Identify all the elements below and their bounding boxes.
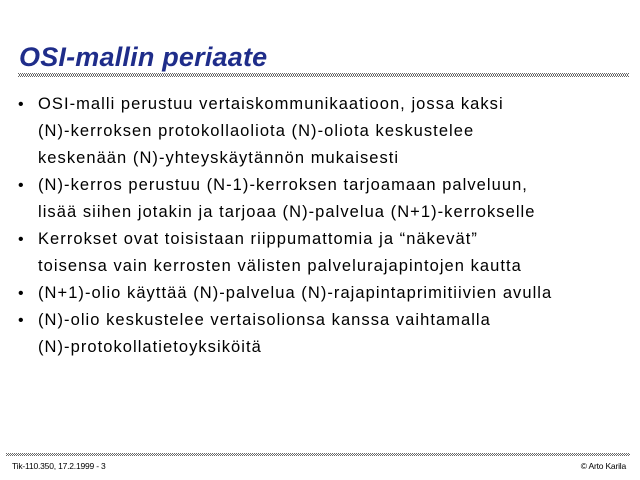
bullet-text-line: (N)-olio keskustelee vertaisolionsa kanssa vaihtamalla [38, 311, 491, 329]
bullet-item [18, 226, 630, 280]
bullet-icon: • [18, 177, 25, 194]
bullet-icon: • [18, 231, 25, 248]
bullet-text-line: toisensa vain kerrosten välisten palvelurajapintojen kautta [38, 257, 522, 275]
bullet-icon: • [18, 285, 25, 302]
bullet-text-line: (N+1)-olio käyttää (N)-palvelua (N)-rajapintaprimitiivien avulla [38, 284, 553, 302]
bullet-item [18, 307, 630, 361]
slide-title: OSI-mallin periaate [19, 42, 268, 72]
bullet-text-line: (N)-kerros perustuu (N-1)-kerroksen tarjoamaan palveluun, [38, 176, 528, 194]
bullet-text-line: (N)-kerroksen protokollaoliota (N)-oliota keskustelee [38, 122, 475, 140]
bullet-text-line: (N)-protokollatietoyksiköitä [38, 338, 262, 356]
bullet-text-line: OSI-malli perustuu vertaiskommunikaatioon, jossa kaksi [38, 95, 504, 113]
bullet-list [18, 91, 630, 361]
bullet-text-line: lisää siihen jotakin ja tarjoaa (N)-palvelua (N+1)-kerrokselle [38, 203, 536, 221]
bullet-text-line: Kerrokset ovat toisistaan riippumattomia ja “näkevät” [38, 230, 478, 248]
bullet-icon: • [18, 96, 25, 113]
bullet-text-line: keskenään (N)-yhteyskäytännön mukaisesti [38, 149, 400, 167]
footer-copyright: © Arto Karila [580, 461, 626, 471]
footer-divider [6, 453, 630, 456]
bullet-item [18, 280, 630, 307]
bullet-item [18, 91, 630, 172]
title-divider [18, 73, 629, 77]
bullet-item [18, 172, 630, 226]
footer-course-date-page: Tik-110.350, 17.2.1999 - 3 [12, 461, 106, 471]
bullet-icon: • [18, 312, 25, 329]
